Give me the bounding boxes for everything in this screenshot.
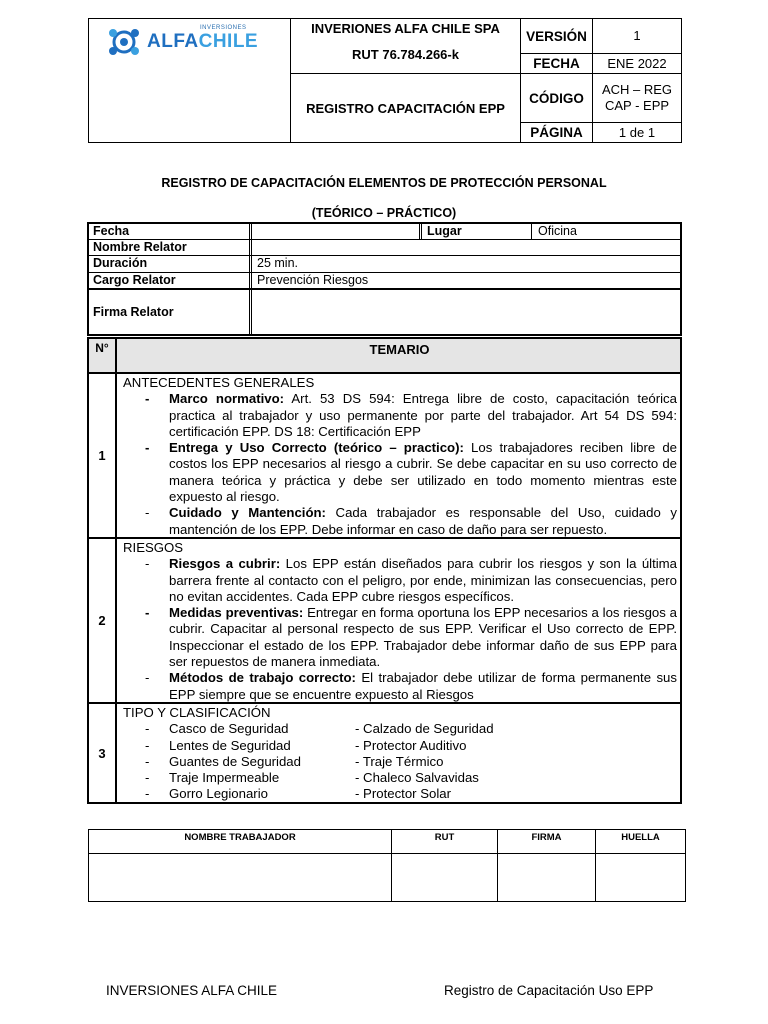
item-title: Métodos de trabajo correcto: (169, 670, 356, 686)
column-divider (249, 240, 252, 255)
item-text: Entregar en forma oportuna los EPP necesarios a los riesgos a cubrir. Capacitar al personal respecto de sus EPP. Verificar el Uso correcto de EPP. Inspeccionar el estado de los EPP. Trabajador debe informar daño de sus EPP para ser repuestos de manera inmediata. (169, 605, 677, 670)
epp-item: - Calzado de Seguridad (355, 721, 494, 737)
column-divider (419, 224, 422, 239)
section-number: 2 (89, 539, 117, 702)
section-item: - Marco normativo: Art. 53 DS 594: Entrega libre de costo, capacitación teórica practica al trabajador y uso permanente por parte del trabajador. Art 54 DS 594: certificación EPP. DS 18: Certificación EPP (145, 391, 677, 439)
firma-cell[interactable] (498, 854, 596, 901)
col-nombre-header: NOMBRE TRABAJADOR (89, 830, 392, 854)
epp-pair: - Lentes de Seguridad - Protector Auditivo (145, 737, 467, 753)
firma-field-label: Firma Relator (93, 305, 174, 319)
logo-alfa: ALFA (147, 31, 199, 52)
epp-pair: - Casco de Seguridad - Calzado de Seguridad (145, 721, 494, 737)
section-number: 3 (89, 704, 117, 802)
logo-main-text (147, 31, 258, 53)
column-divider (249, 224, 252, 239)
info-row-cargo (89, 273, 680, 290)
fecha-label: FECHA (521, 54, 593, 73)
lugar-field-label: Lugar (427, 224, 462, 238)
codigo-value: ACH – REG CAP - EPP (601, 82, 673, 113)
info-row-relator (89, 240, 680, 256)
section-body (123, 705, 677, 803)
section-body (123, 375, 677, 538)
nombre-cell[interactable] (89, 854, 392, 901)
document-title: REGISTRO CAPACITACIÓN EPP (306, 100, 505, 116)
company-name: INVERIONES ALFA CHILE SPA (311, 21, 500, 36)
footer-document: Registro de Capacitación Uso EPP (444, 983, 654, 998)
lugar-field[interactable]: Oficina (538, 224, 577, 238)
info-row-firma (89, 290, 680, 334)
epp-item: Casco de Seguridad (169, 721, 289, 737)
item-text: Art. 53 DS 594: Entrega libre de costo, capacitación teórica practica al trabajador y uso permanente por parte del trabajador. Art 54 DS 594: certificación EPP. DS 18: Certificación EPP (169, 391, 677, 439)
temario-section-2 (89, 539, 680, 704)
footer-company: INVERSIONES ALFA CHILE (106, 983, 278, 998)
section-item: - Métodos de trabajo correcto: El trabajador debe utilizar de forma permanente sus EPP siempre que se encuentre expuesto al Riesgos (145, 670, 677, 702)
fecha-value: ENE 2022 (607, 55, 667, 71)
logo-small-text: INVERSIONES (200, 25, 247, 31)
company-rut: RUT 76.784.266-k (352, 47, 459, 62)
item-text: Los trabajadores reciben libre de costos los EPP necesarios al riesgo a cubrir. Se debe capacitar en su uso correcto de manera teórica y práctica y debe ser utilizado en todo momento mientras este expuesto al riesgo. (169, 440, 677, 505)
pagina-row (521, 123, 681, 142)
temario-header (89, 339, 680, 374)
section-item: - Riesgos a cubrir: Los EPP están diseñados para cubrir los riesgos y son la última barrera frente al contacto con el peligro, por ende, minimizan las consecuencias, pero no evitan accidentes. Cada EPP cubre riesgos específicos. (145, 556, 677, 604)
logo-cell (89, 19, 291, 142)
section-heading: ANTECEDENTES GENERALES (123, 375, 315, 390)
logo-chile: CHILE (198, 31, 259, 52)
main-subtitle: (TEÓRICO – PRÁCTICO) (311, 206, 457, 220)
item-title: Medidas preventivas: (169, 605, 304, 621)
column-divider (249, 273, 252, 288)
item-title: Riesgos a cubrir: (169, 556, 281, 572)
epp-item: Guantes de Seguridad (169, 753, 301, 769)
duracion-field[interactable]: 25 min. (257, 256, 298, 270)
col-huella-header: HUELLA (596, 830, 685, 854)
info-row-fecha (89, 224, 680, 240)
section-number: 1 (89, 374, 117, 537)
section-item: - Cuidado y Mantención: Cada trabajador es responsable del Uso, cuidado y mantención de los EPP. Debe informar en caso de daño para ser repuesto. (145, 505, 678, 537)
pagina-value: 1 de 1 (618, 124, 656, 140)
item-title: Cuidado y Mantención: (169, 505, 326, 521)
company-logo (107, 23, 277, 57)
info-row-duracion (89, 256, 680, 273)
codigo-row (521, 74, 681, 123)
info-table (87, 222, 682, 336)
pagina-label: PÁGINA (521, 123, 593, 142)
version-value: 1 (633, 28, 641, 43)
logo-emblem-icon (107, 27, 141, 57)
epp-pair: - Gorro Legionario - Protector Solar (145, 786, 452, 802)
relator-field-label: Nombre Relator (93, 240, 187, 254)
item-title: Entrega y Uso Correcto (teórico – practico): (169, 440, 464, 456)
huella-cell[interactable] (596, 854, 685, 901)
section-body (123, 540, 677, 703)
section-heading: RIESGOS (123, 540, 184, 555)
temario-title: TEMARIO (369, 342, 430, 357)
fecha-field-label: Fecha (93, 224, 130, 238)
item-text: El trabajador debe utilizar de forma permanente sus EPP siempre que se encuentre expuesto al Riesgos (169, 670, 677, 702)
document-header (88, 18, 682, 143)
epp-pair: - Traje Impermeable - Chaleco Salvavidas (145, 770, 479, 786)
item-title: Marco normativo: (169, 391, 285, 407)
cargo-field[interactable]: Prevención Riesgos (257, 273, 369, 287)
duracion-field-label: Duración (93, 256, 148, 270)
version-row (521, 19, 681, 54)
temario-section-1 (89, 374, 680, 539)
section-item: - Entrega y Uso Correcto (teórico – practico): Los trabajadores reciben libre de costos los EPP necesarios al riesgo a cubrir. Se debe capacitar en su uso correcto de manera teórica y práctica y debe ser utilizado en todo momento mientras este expuesto al riesgo. (145, 440, 677, 505)
fecha-row (521, 54, 681, 74)
epp-item: Gorro Legionario (169, 786, 268, 802)
column-divider (249, 290, 252, 334)
col-rut-header: RUT (392, 830, 498, 854)
temario-section-3 (89, 704, 680, 802)
header-middle (291, 19, 521, 142)
cargo-field-label: Cargo Relator (93, 273, 176, 287)
item-text: Cada trabajador es responsable del Uso, cuidado y mantención de los EPP. Debe informar en caso de daño para ser repuesto. (169, 505, 678, 537)
epp-item: - Protector Auditivo (355, 737, 467, 753)
rut-cell[interactable] (392, 854, 498, 901)
epp-item: - Chaleco Salvavidas (355, 770, 479, 786)
main-title: REGISTRO DE CAPACITACIÓN ELEMENTOS DE PROTECCIÓN PERSONAL (161, 176, 607, 190)
section-heading: TIPO Y CLASIFICACIÓN (123, 705, 271, 720)
epp-item: Lentes de Seguridad (169, 737, 291, 753)
epp-pair: - Guantes de Seguridad - Traje Térmico (145, 753, 444, 769)
workers-table (88, 829, 686, 902)
epp-item: - Protector Solar (355, 786, 452, 802)
number-column-header: N° (89, 339, 117, 372)
version-label: VERSIÓN (521, 19, 593, 53)
header-company-block (291, 19, 520, 74)
epp-item: - Traje Térmico (355, 753, 444, 769)
temario-table (87, 337, 682, 804)
col-firma-header: FIRMA (498, 830, 596, 854)
section-item: - Medidas preventivas: Entregar en forma oportuna los EPP necesarios a los riesgos a cubrir. Capacitar al personal respecto de sus EPP. Verificar el Uso correcto de EPP. Inspeccionar el estado de los EPP. Trabajador debe informar daño de sus EPP para ser repuestos de manera inmediata. (145, 605, 677, 670)
header-meta (521, 19, 681, 142)
epp-item: Traje Impermeable (169, 770, 280, 786)
column-divider (249, 256, 252, 272)
column-divider (531, 224, 532, 239)
codigo-label: CÓDIGO (521, 74, 593, 122)
item-text: Los EPP están diseñados para cubrir los riesgos y son la última barrera frente al contacto con el peligro, por ende, minimizan las consecuencias, pero no evitan accidentes. Cada EPP cubre riesgos específicos. (169, 556, 677, 604)
